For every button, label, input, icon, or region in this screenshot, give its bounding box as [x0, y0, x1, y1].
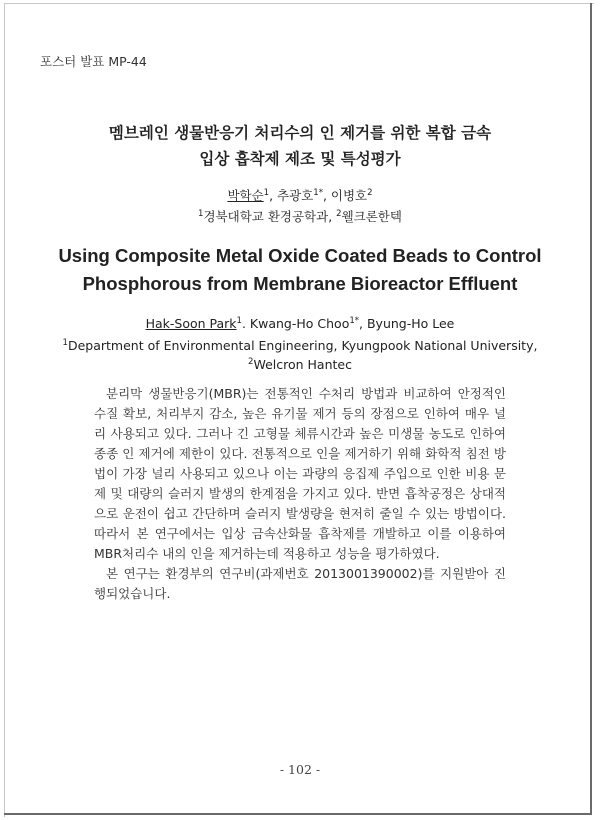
korean-affiliations	[0, 207, 600, 225]
korean-author-name: 추광호	[277, 188, 314, 203]
english-title-line-2: Phosphorous from Membrane Bioreactor Effluent	[82, 273, 518, 294]
affiliation-mark: 1	[62, 337, 68, 348]
abstract-paragraph: 분리막 생물반응기(MBR)는 전통적인 수처리 방법과 비교하여 안정적인 수질 확보, 처리부지 감소, 높은 유기물 제거 등의 장점으로 인하여 매우 널리 사용되고 있다. 그러나 긴 고형물 체류시간과 높은 미생물 농도로 인하여 종종 인 제거에 제한이 있다. 전통적으로 인을 제거하기 위해 화학적 침전 방법이 가장 널리 사용되고 있으나 이는 과량의 응집제 주입으로 인한 비용 문제 및 대량의 슬러지 발생의 한계점을 가지고 있다. 반면 흡착공정은 상대적으로 운전이 쉽고 간단하며 슬러지 발생량을 현저히 줄일 수 있는 방법이다. 따라서 본 연구에서는 입상 금속산화물 흡착제를 개발하고 이를 이용하여 MBR처리수 내의 인을 제거하는데 적용하고 성능을 평가하였다.	[94, 386, 506, 561]
abstract-body	[94, 384, 506, 604]
english-author-name: Kwang-Ho Choo	[249, 316, 350, 331]
affiliation-mark: 2	[248, 356, 254, 367]
english-affiliation: Department of Environmental Engineering, Kyungpook National University,	[67, 338, 538, 353]
korean-affiliation: 웰크론한텍	[341, 209, 402, 224]
korean-title-line-2: 입상 흡착제 제조 및 특성평가	[199, 150, 401, 168]
affiliation-mark: 1	[198, 208, 204, 219]
korean-author-name: 이병호	[330, 188, 368, 203]
english-affiliation-2	[0, 357, 600, 372]
acknowledgement-paragraph: 본 연구는 환경부의 연구비(과제번호 2013001390002)를 지원받아 진행되었습니다.	[94, 566, 506, 601]
affiliation-mark: 2	[367, 187, 373, 198]
english-title-line-1: Using Composite Metal Oxide Coated Beads to Control	[58, 245, 542, 266]
korean-author-name: 박학순	[227, 188, 264, 203]
page-number: - 102 -	[279, 762, 321, 777]
affiliation-mark: 1*	[349, 315, 360, 326]
english-affiliation-1	[0, 338, 600, 353]
author-separator: ,	[322, 188, 331, 203]
english-affiliation: Welcron Hantec	[253, 357, 352, 372]
affiliation-mark: 1	[263, 187, 270, 198]
english-author-name: Byung-Ho Lee	[366, 316, 455, 331]
english-author-name: Hak-Soon Park	[145, 316, 237, 331]
korean-affiliation: 경북대학교 환경공학과,	[203, 209, 337, 224]
korean-authors	[0, 186, 600, 204]
affiliation-mark: 1	[236, 315, 242, 326]
author-separator: ,	[359, 316, 367, 331]
affiliation-mark: 2	[336, 208, 342, 219]
author-separator: .	[241, 316, 250, 331]
english-authors	[0, 316, 600, 331]
affiliation-mark: 1*	[313, 187, 323, 198]
author-separator: ,	[269, 188, 278, 203]
session-code: 포스터 발표 MP-44	[40, 54, 147, 69]
korean-title-line-1: 멤브레인 생물반응기 처리수의 인 제거를 위한 복합 금속	[108, 124, 492, 142]
